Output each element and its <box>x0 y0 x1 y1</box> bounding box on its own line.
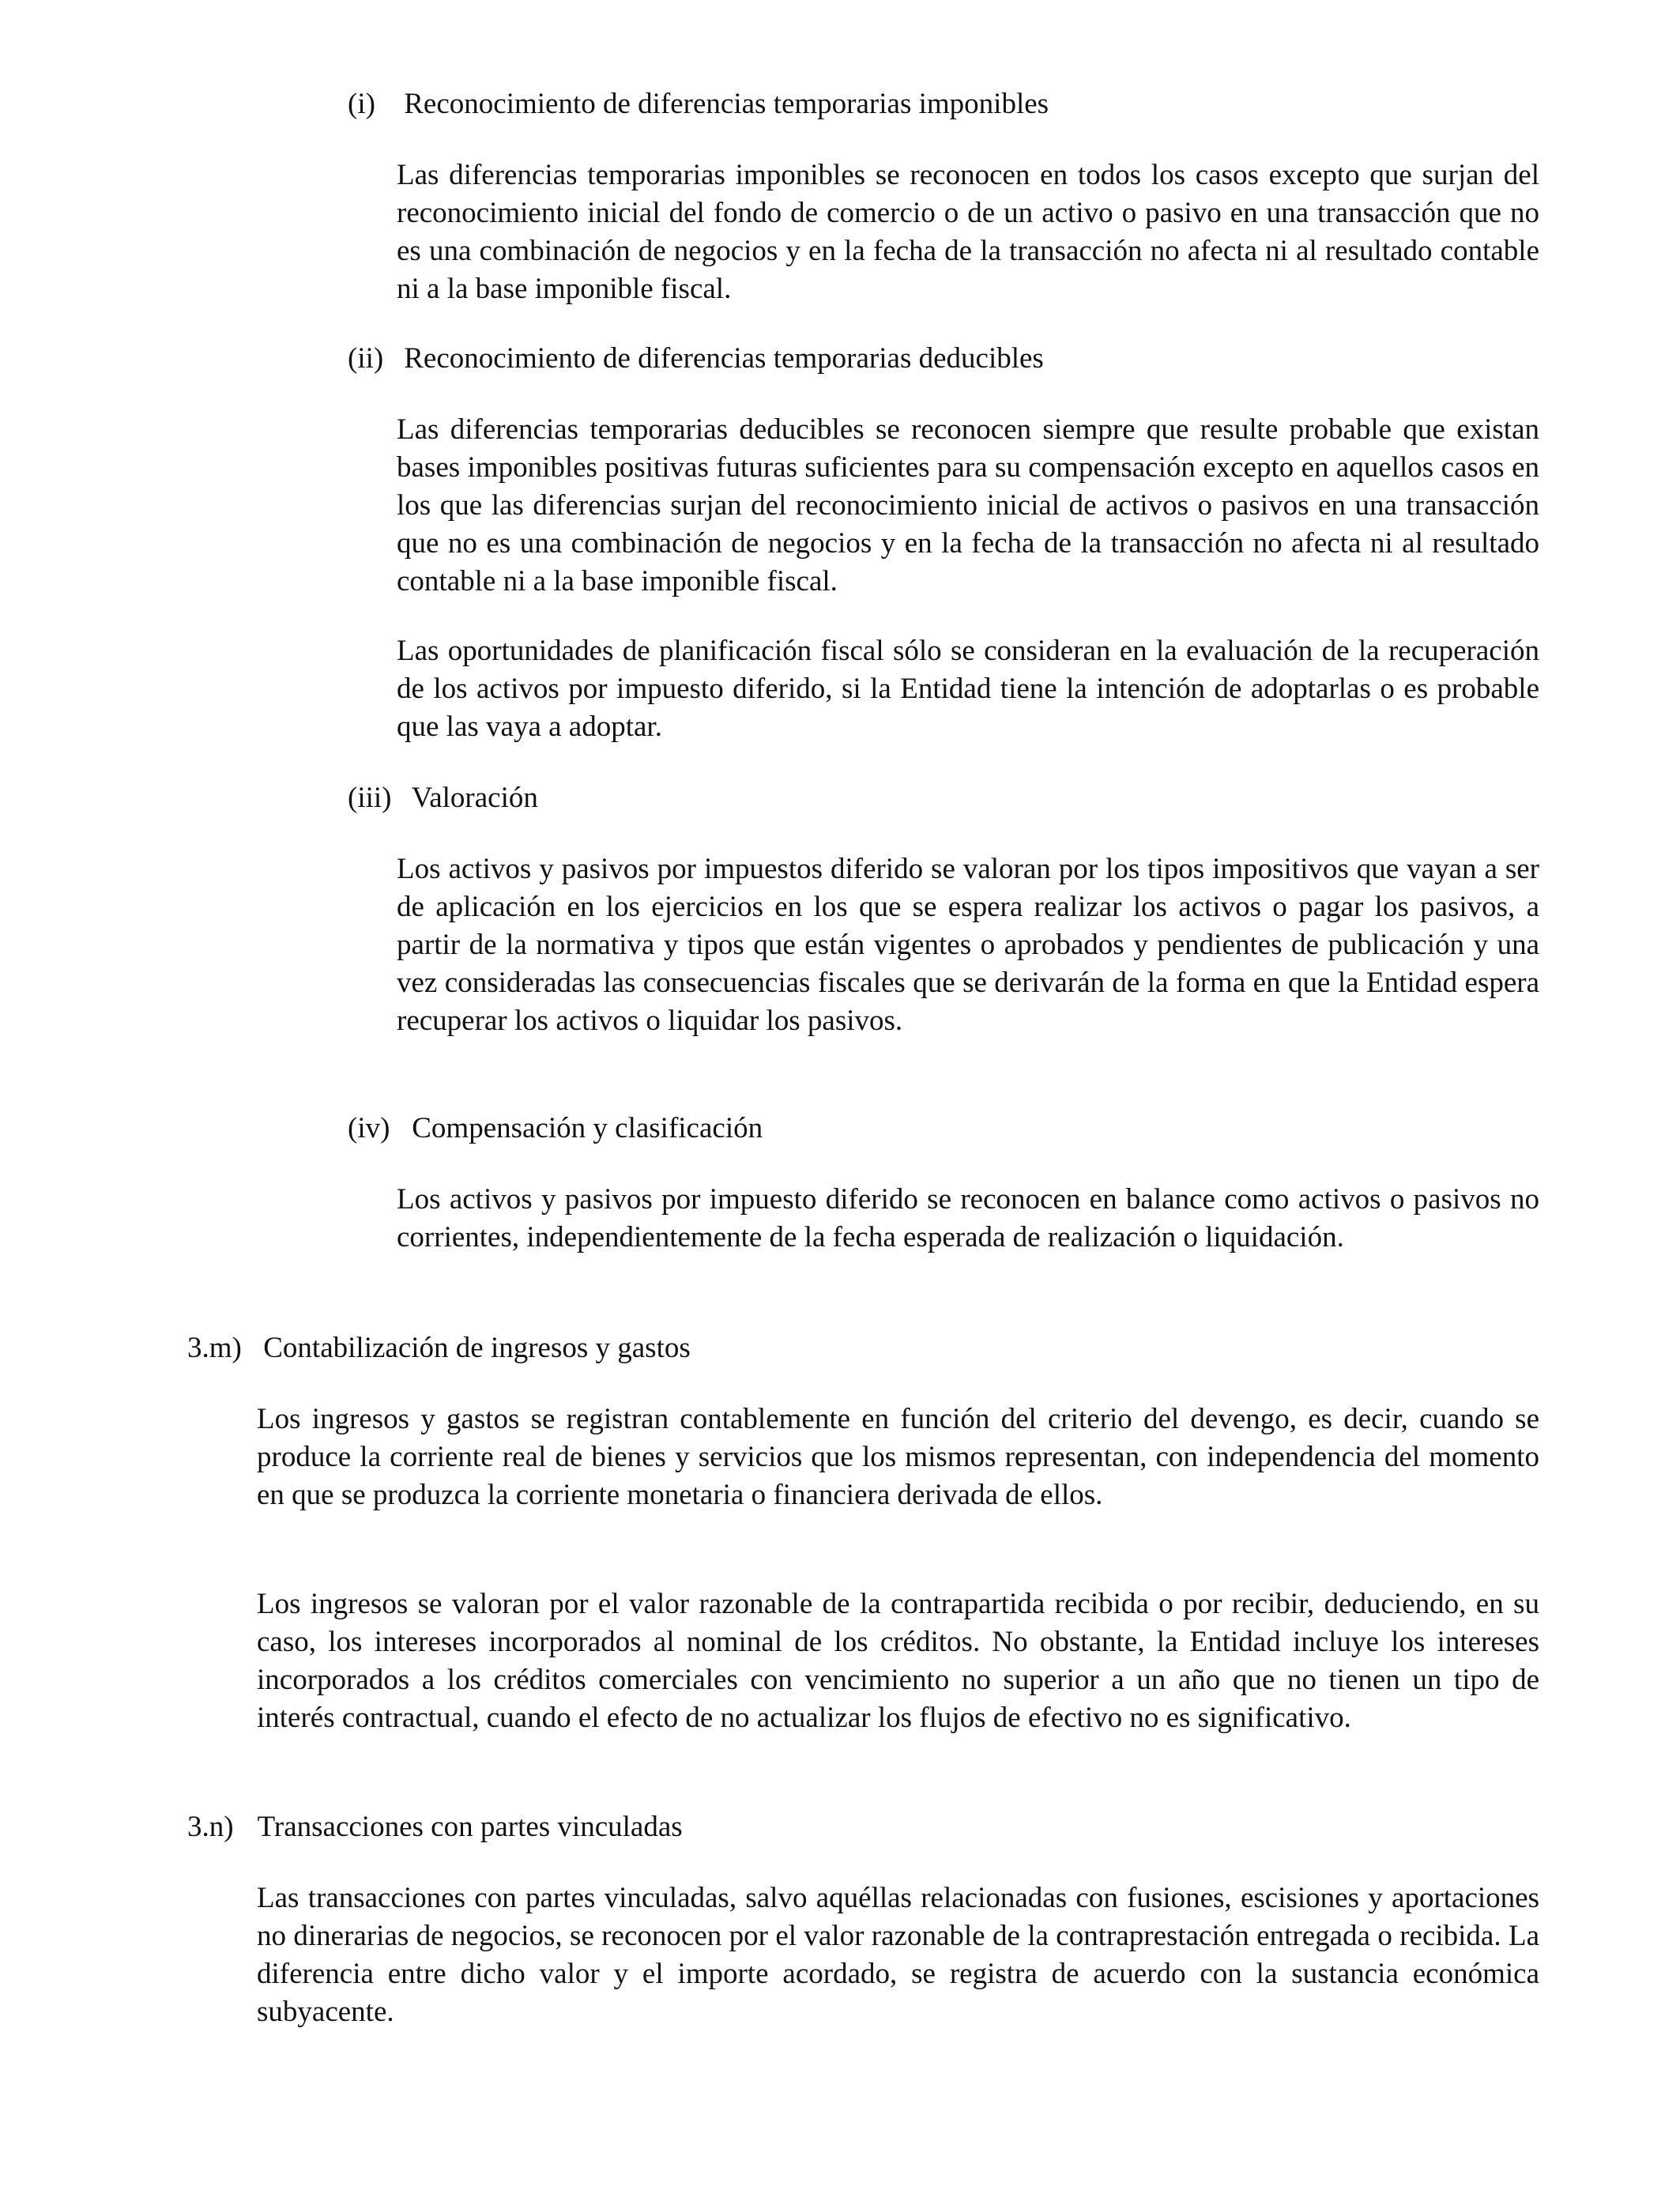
subsection-heading-iv <box>348 1110 1533 1148</box>
paragraph: Las diferencias temporarias deducibles se reconocen siempre que resulte probable que existan bases imponibles positivas futuras suficientes para su compensación excepto en aquellos casos en los que las diferencias surjan del reconocimiento inicial de activos o pasivos en una transacción que no es una combinación de negocios y en la fecha de la transacción no afecta ni al resultado contable ni a la base imponible fiscal. <box>397 413 1539 598</box>
paragraph: Los ingresos y gastos se registran contablemente en función del criterio del devengo, es decir, cuando se produce la corriente real de bienes y servicios que los mismos representan, con independencia del momento en que se produzca la corriente monetaria o financiera derivada de ellos. <box>257 1403 1539 1511</box>
subsection-heading-ii <box>348 340 1533 378</box>
subsection-heading-iii <box>348 779 1533 817</box>
subsection-heading-i <box>348 85 1533 123</box>
paragraph: Los activos y pasivos por impuesto diferido se reconocen en balance como activos o pasivos no corrientes, independientemente de la fecha esperada de realización o liquidación. <box>397 1183 1539 1253</box>
paragraph: Las transacciones con partes vinculadas, salvo aquéllas relacionadas con fusiones, escisiones y aportaciones no dinerarias de negocios, se reconocen por el valor razonable de la contraprestación entregada o recibida. La diferencia entre dicho valor y el importe acordado, se registra de acuerdo con la sustancia económica subyacente. <box>257 1882 1539 2028</box>
subsection-number: (i) <box>348 88 375 120</box>
subsection-title: Reconocimiento de diferencias temporarias deducibles <box>404 342 1044 375</box>
subsection-number: (iii) <box>348 782 392 814</box>
section-heading-3n <box>187 1808 1531 1846</box>
subsection-title: Compensación y clasificación <box>412 1112 763 1144</box>
section-title: Transacciones con partes vinculadas <box>257 1811 683 1843</box>
section-number: 3.m) <box>187 1332 242 1364</box>
section-number: 3.n) <box>187 1811 234 1843</box>
subsection-number: (ii) <box>348 342 384 375</box>
paragraph: Los ingresos se valoran por el valor razonable de la contrapartida recibida o por recibir, deduciendo, en su caso, los intereses incorporados al nominal de los créditos. No obstante, la Entidad incluye los intereses incorporados a los créditos comerciales con vencimiento no superior a un año que no tienen un tipo de interés contractual, cuando el efecto de no actualizar los flujos de efectivo no es significativo. <box>257 1588 1539 1734</box>
paragraph: Las diferencias temporarias imponibles se reconocen en todos los casos excepto que surjan del reconocimiento inicial del fondo de comercio o de un activo o pasivo en una transacción que no es una combinación de negocios y en la fecha de la transacción no afecta ni al resultado contable ni a la base imponible fiscal. <box>397 159 1539 305</box>
section-heading-3m <box>187 1329 1531 1367</box>
subsection-number: (iv) <box>348 1112 390 1144</box>
subsection-title: Valoración <box>411 782 538 814</box>
paragraph: Las oportunidades de planificación fiscal sólo se consideran en la evaluación de la recuperación de los activos por impuesto diferido, si la Entidad tiene la intención de adoptarlas o es probable que las vaya a adoptar. <box>397 635 1539 743</box>
section-title: Contabilización de ingresos y gastos <box>263 1332 691 1364</box>
subsection-title: Reconocimiento de diferencias temporarias imponibles <box>404 88 1049 120</box>
paragraph: Los activos y pasivos por impuestos diferido se valoran por los tipos impositivos que vayan a ser de aplicación en los ejercicios en los que se espera realizar los activos o pagar los pasivos, a partir de la normativa y tipos que están vigentes o aprobados y pendientes de publicación y una vez consideradas las consecuencias fiscales que se derivarán de la forma en que la Entidad espera recuperar los activos o liquidar los pasivos. <box>397 853 1539 1037</box>
